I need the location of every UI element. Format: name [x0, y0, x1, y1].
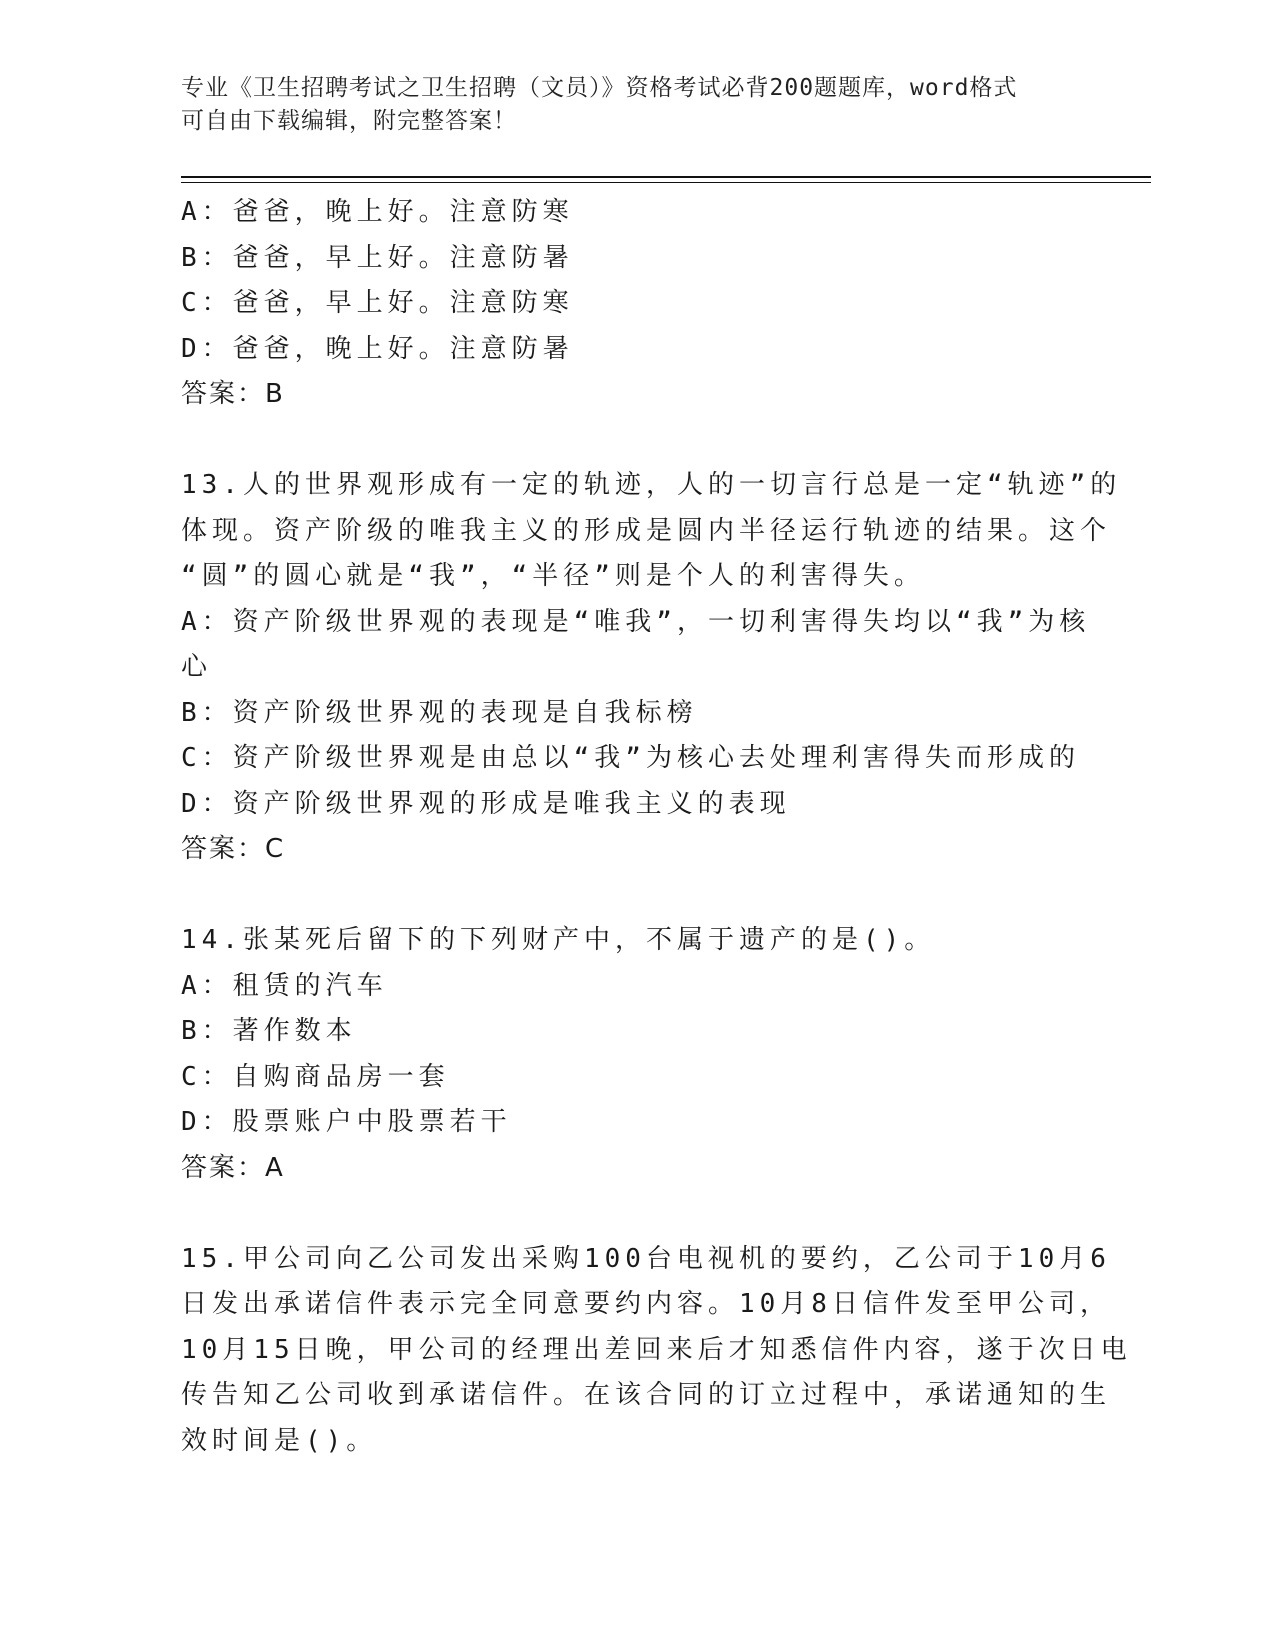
question-stem-line: 15.甲公司向乙公司发出采购100台电视机的要约，乙公司于10月6 [181, 1243, 1111, 1274]
question-stem-line: 日发出承诺信件表示完全同意要约内容。10月8日信件发至甲公司， [181, 1289, 1111, 1319]
spacer [181, 873, 1081, 919]
option-d: D：爸爸，晚上好。注意防暑 [181, 333, 574, 364]
question-stem-line: 13.人的世界观形成有一定的轨迹，人的一切言行总是一定“轨迹”的 [181, 470, 1122, 500]
page-header [181, 72, 1061, 138]
spacer [181, 418, 1081, 464]
option-c: C：自购商品房一套 [181, 1061, 450, 1092]
answer-line: 答案：A [181, 1152, 285, 1183]
question-stem-line: 效时间是()。 [181, 1425, 378, 1456]
option-a: A：租赁的汽车 [181, 970, 388, 1001]
option-b: B：资产阶级世界观的表现是自我标榜 [181, 697, 698, 728]
option-b: B：爸爸，早上好。注意防暑 [181, 242, 574, 273]
question-14 [181, 918, 1081, 1191]
option-c: C：爸爸，早上好。注意防寒 [181, 288, 574, 318]
question-stem-line: 10月15日晚，甲公司的经理出差回来后才知悉信件内容，遂于次日电 [181, 1334, 1132, 1365]
header-title-line-1: 专业《卫生招聘考试之卫生招聘（文员）》资格考试必背200题题库，word格式 [181, 75, 1018, 101]
option-b: B：著作数本 [181, 1016, 357, 1046]
question-stem-line: “圆”的圆心就是“我”，“半径”则是个人的利害得失。 [181, 561, 925, 591]
question-stem-line: 14.张某死后留下的下列财产中，不属于遗产的是()。 [181, 925, 936, 955]
option-d: D：资产阶级世界观的形成是唯我主义的表现 [181, 788, 791, 819]
question-12 [181, 190, 1081, 418]
answer-line: 答案：B [181, 379, 285, 409]
header-divider [181, 176, 1151, 183]
document-body [181, 190, 1132, 1464]
option-a-continued: 心 [181, 652, 213, 682]
question-13 [181, 463, 1122, 873]
option-d: D：股票账户中股票若干 [181, 1107, 512, 1137]
question-stem-line: 传告知乙公司收到承诺信件。在该合同的订立过程中，承诺通知的生 [181, 1380, 1112, 1410]
answer-line: 答案：C [181, 834, 286, 864]
option-a: A：爸爸，晚上好。注意防寒 [181, 197, 574, 227]
question-stem-line: 体现。资产阶级的唯我主义的形成是圆内半径运行轨迹的结果。这个 [181, 515, 1112, 546]
spacer [181, 1191, 1081, 1237]
header-title-line-2: 可自由下载编辑，附完整答案！ [181, 108, 517, 134]
question-15 [181, 1237, 1132, 1465]
option-a: A：资产阶级世界观的表现是“唯我”，一切利害得失均以“我”为核 [181, 606, 1091, 637]
option-c: C：资产阶级世界观是由总以“我”为核心去处理利害得失而形成的 [181, 743, 1080, 773]
